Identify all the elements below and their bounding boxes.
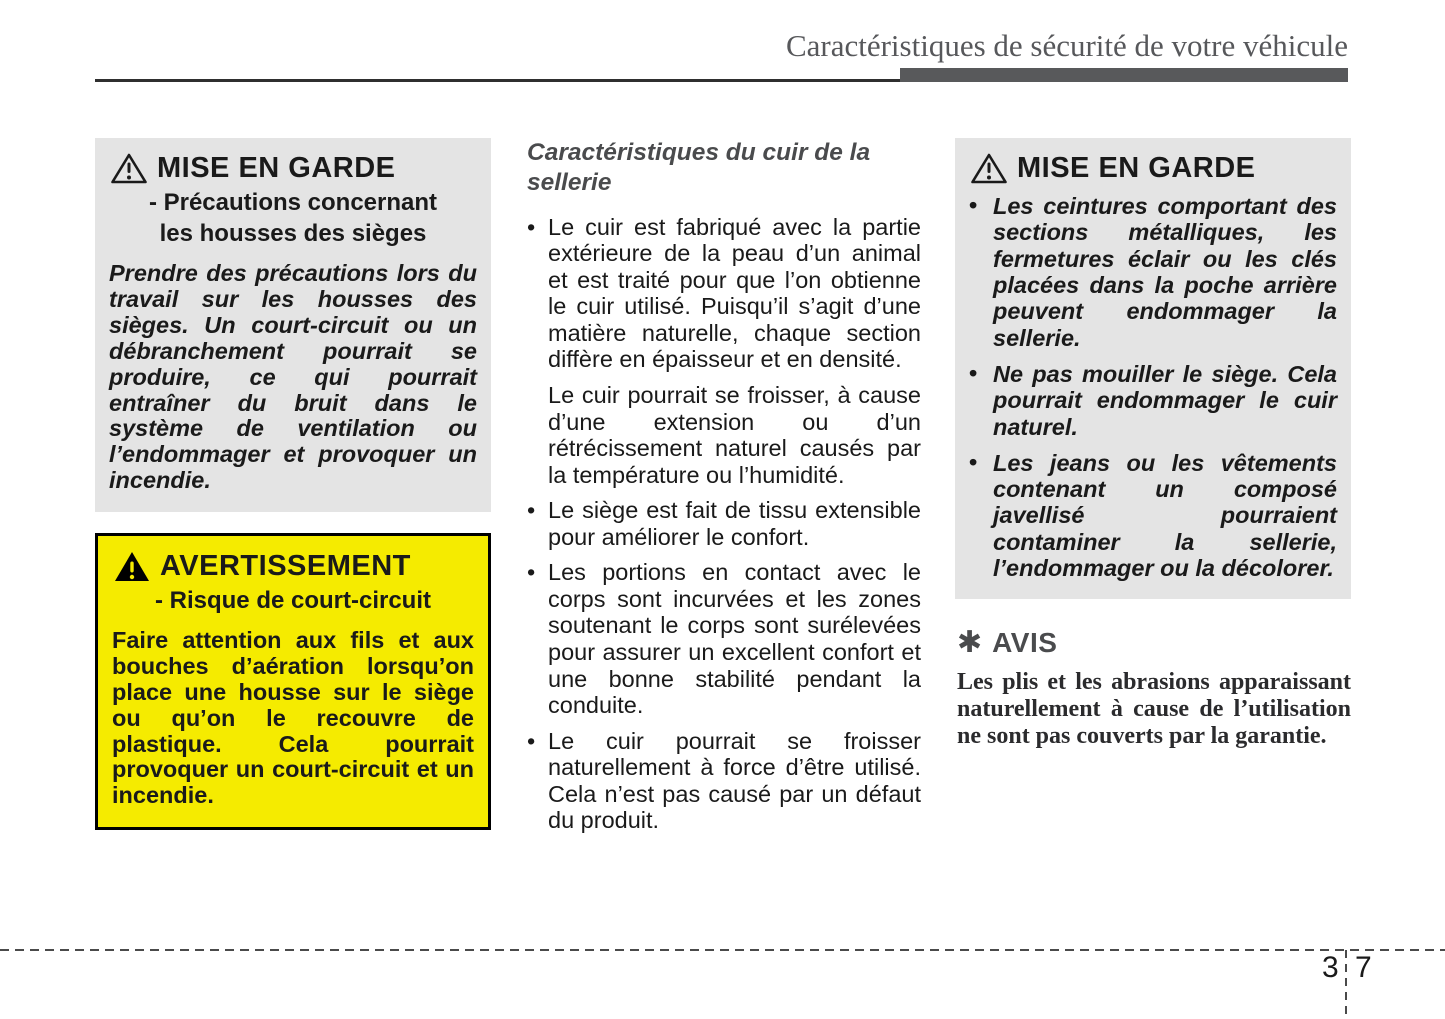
bullet-icon: • <box>527 727 536 754</box>
caution-box-subtitle: - Précautions concernant les housses des sièges <box>148 189 438 248</box>
middle-column <box>527 138 921 843</box>
warning-box-title: AVERTISSEMENT <box>160 549 411 582</box>
caution-box-seat-covers <box>95 138 491 512</box>
caution-bullet-list <box>969 193 1337 581</box>
list-item: • Ne pas mouiller le siège. Cela pourrait endommager le cuir naturel. <box>969 359 1337 440</box>
warning-box-header <box>112 550 474 583</box>
caution-box-header <box>969 152 1337 185</box>
warning-box-short-circuit <box>95 533 491 830</box>
right-column <box>955 138 1351 750</box>
list-item: • Les portions en contact avec le corps sont incurvées et les zones soutenant le corps sont surélevées pour assurer un excellent confort et une bonne stabilité pendant la conduite. <box>527 559 921 727</box>
bullet-icon: • <box>527 559 536 586</box>
caution-box-title: MISE EN GARDE <box>157 152 396 184</box>
bullet-icon: • <box>527 497 536 524</box>
asterisk-icon: ✱ <box>957 626 983 660</box>
warning-triangle-outline-icon <box>971 153 1007 184</box>
warning-triangle-outline-icon <box>111 153 147 184</box>
caution-box-body: Prendre des précautions lors du travail sur les housses des sièges. Un court-circuit ou un débranchement pourrait se produire, ce qui pourrait entraîner du bruit dans le système de ventilation ou l’endommager et provoquer un incendie. <box>109 260 477 494</box>
page-title: Caractéristiques de sécurité de votre véhicule <box>785 28 1348 63</box>
bullet-icon: • <box>527 213 536 240</box>
header-rule-thin <box>95 79 905 82</box>
page-chapter-number: 3 <box>1322 951 1339 984</box>
bullet-icon: • <box>969 192 978 218</box>
list-item: • Le siège est fait de tissu extensible pour améliorer le confort. <box>527 497 921 559</box>
avis-header <box>957 627 1351 659</box>
avis-notice <box>955 627 1351 750</box>
caution-box-upholstery <box>955 138 1351 599</box>
warning-box-body: Faire attention aux fils et aux bouches d’aération lorsqu’on place une housse sur le siège ou qu’on le recouvre de plastique. Cela pourrait provoquer un court-circuit et un incendie. <box>112 627 474 809</box>
list-item: • Le cuir pourrait se froisser naturellement à force d’être utilisé. Cela n’est pas causé par un défaut du produit. <box>527 728 921 843</box>
warning-triangle-filled-icon <box>114 551 150 582</box>
left-column <box>95 138 491 830</box>
bullet-icon: • <box>969 359 978 386</box>
caution-box-header <box>109 152 477 185</box>
leather-feature-list <box>527 214 921 843</box>
avis-body: Les plis et les abrasions apparaissant naturellement à cause de l’utilisation ne sont pas couverts par la garantie. <box>957 669 1351 750</box>
header-rule-thick <box>900 68 1348 82</box>
avis-title: AVIS <box>992 627 1058 659</box>
list-item: • Le cuir est fabriqué avec la partie extérieure de la peau d’un animal et est traité pour que l’on obtienne le cuir utilisé. Puisqu’il s’agit d’une matière naturelle, chaque section diffère en épaisseur et en densité. <box>527 214 921 382</box>
list-item-continuation: Le cuir pourrait se froisser, à cause d’une extension ou d’un rétrécissement naturel causés par la température ou l’humidité. <box>548 382 921 488</box>
footer-crop-mark <box>1345 950 1347 1019</box>
caution-box-title: MISE EN GARDE <box>1017 152 1256 184</box>
list-item: • Les jeans ou les vêtements contenant un composé javellisé pourraient contaminer la sellerie, l’endommager ou la décolorer. <box>969 448 1337 582</box>
bullet-icon: • <box>969 448 978 475</box>
list-item: • Les ceintures comportant des sections métalliques, les fermetures éclair ou les clés placées dans la poche arrière peuvent endommager la sellerie. <box>969 192 1337 351</box>
footer-dashed-line <box>0 949 1445 951</box>
page-number: 7 <box>1355 951 1372 984</box>
section-heading: Caractéristiques du cuir de la sellerie <box>527 139 871 196</box>
warning-box-subtitle: - Risque de court-circuit <box>154 586 432 614</box>
